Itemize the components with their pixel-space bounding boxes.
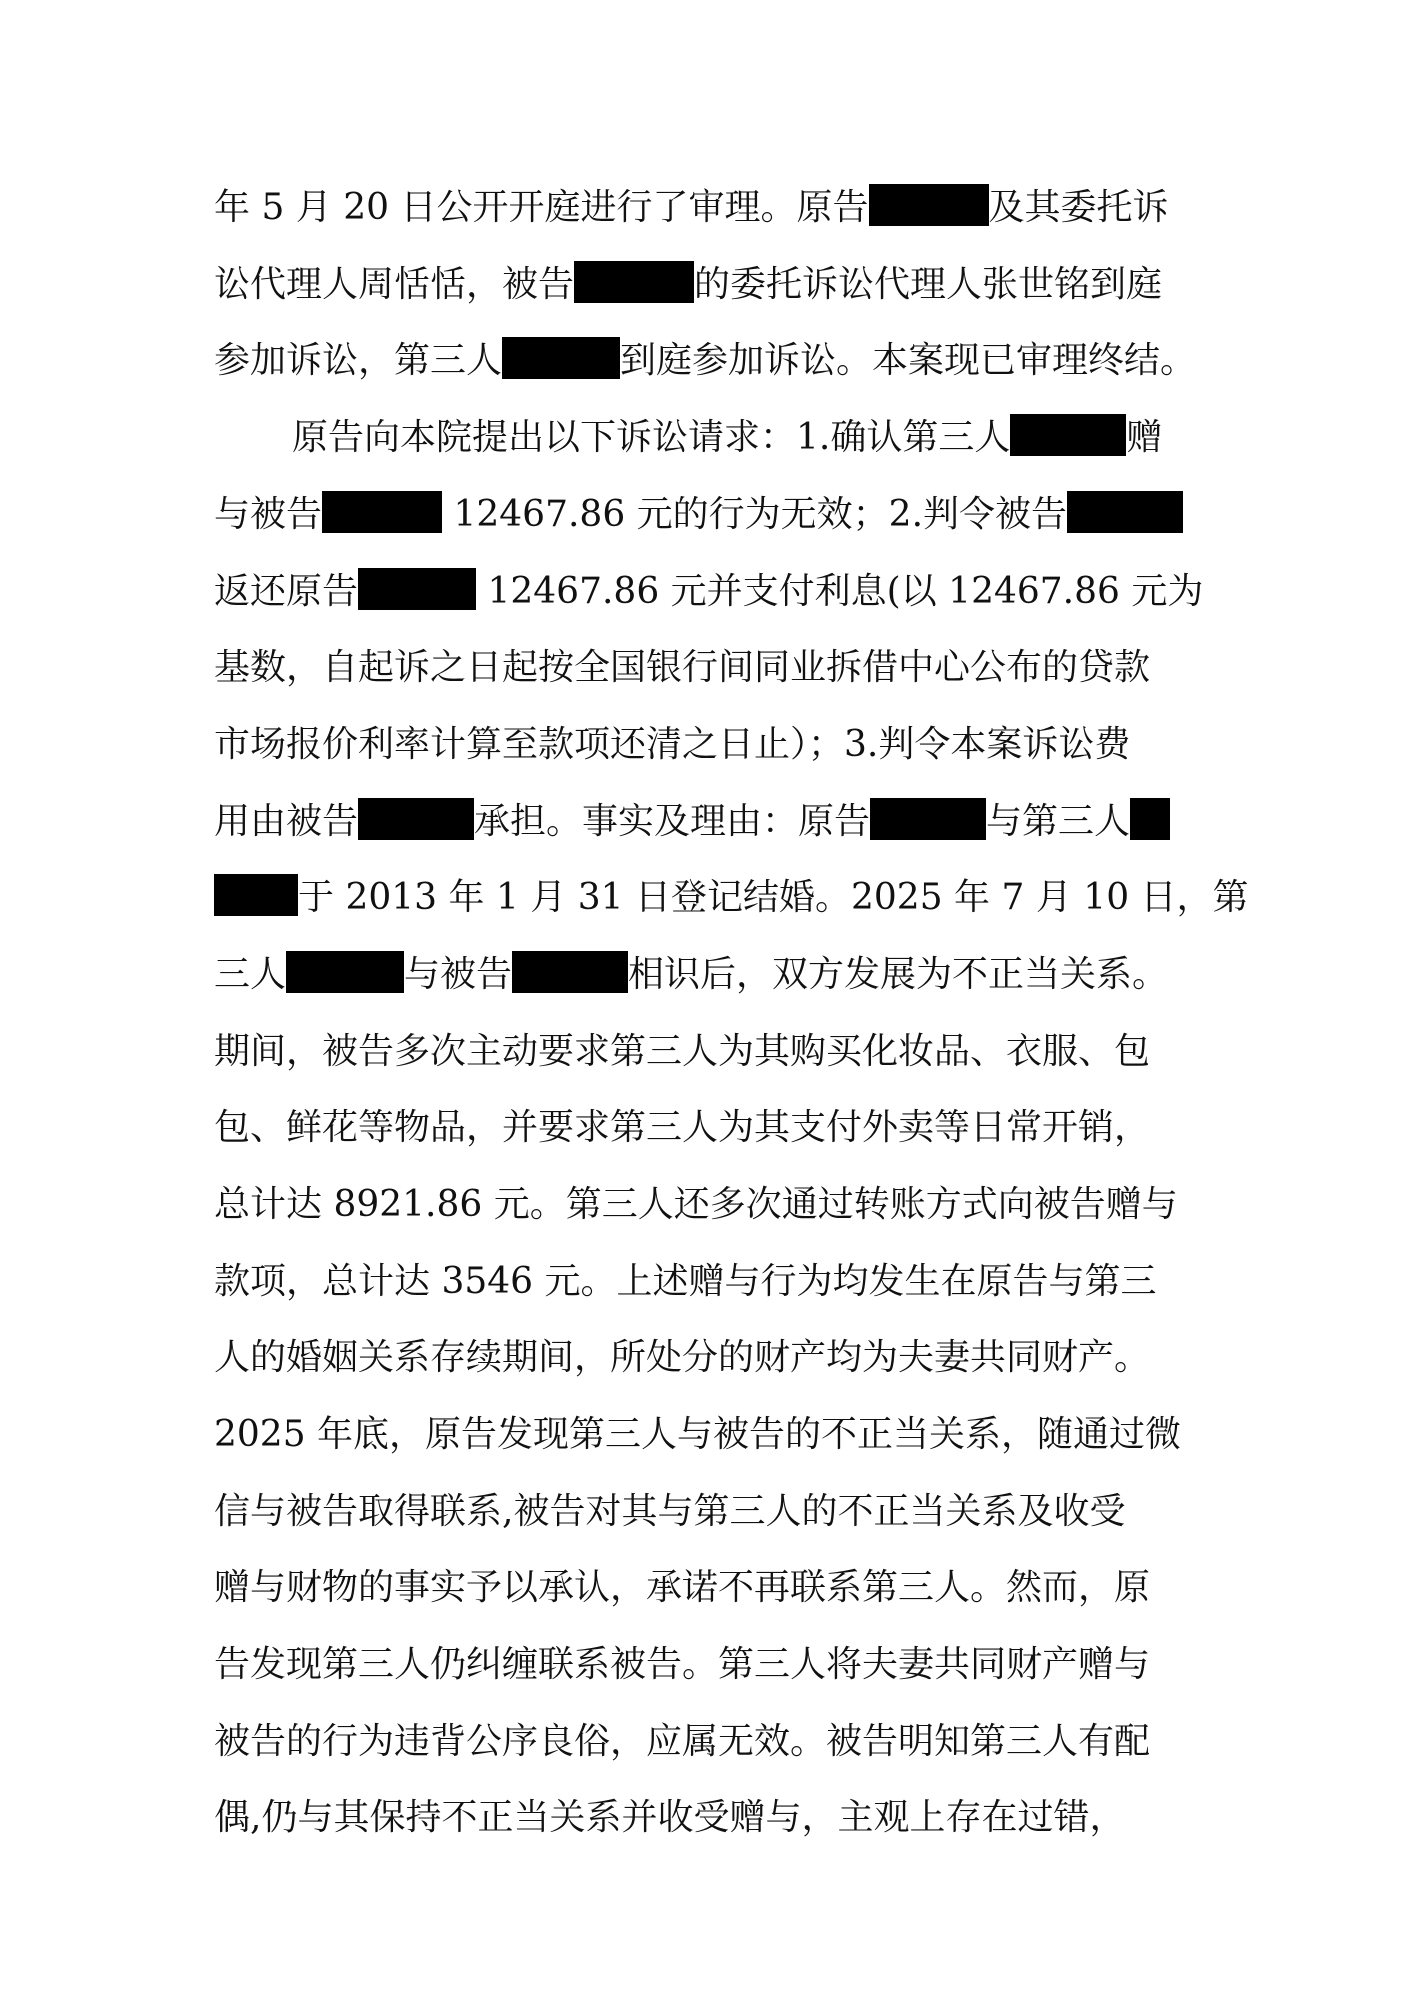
text-line-5 <box>214 485 1199 545</box>
text-line-4 <box>292 408 1199 468</box>
redaction-block <box>574 261 694 303</box>
text-segment: 参加诉讼，第三人 <box>214 340 503 381</box>
text-segment: 承担。事实及理由：原告 <box>474 801 871 842</box>
redaction-block <box>870 798 986 840</box>
text-segment: 12467.86 元的行为无效；2.判令被告 <box>442 494 1068 535</box>
redaction-block <box>1130 798 1170 840</box>
text-segment: 三人 <box>214 954 287 995</box>
text-segment: 基数，自起诉之日起按全国银行间同业拆借中心公布的贷款 <box>214 647 1151 688</box>
text-segment: 信与被告取得联系,被告对其与第三人的不正当关系及收受 <box>214 1491 1126 1532</box>
redaction-block <box>1010 414 1126 456</box>
text-segment: 包、鲜花等物品，并要求第三人为其支付外卖等日常开销， <box>214 1107 1151 1148</box>
text-line-18 <box>214 1482 1199 1542</box>
redaction-block <box>869 184 989 226</box>
text-line-15 <box>214 1252 1199 1312</box>
redaction-block <box>502 337 620 379</box>
text-segment: 被告的行为违背公序良俗，应属无效。被告明知第三人有配 <box>214 1721 1151 1762</box>
text-segment: 讼代理人周恬恬，被告 <box>214 264 575 305</box>
text-line-14 <box>214 1175 1199 1235</box>
text-line-1 <box>214 178 1199 238</box>
text-segment: 的委托诉讼代理人张世铭到庭 <box>694 264 1163 305</box>
text-segment: 12467.86 元并支付利息(以 12467.86 元为 <box>476 571 1204 612</box>
text-segment: 告发现第三人仍纠缠联系被告。第三人将夫妻共同财产赠与 <box>214 1644 1151 1685</box>
text-line-16 <box>214 1328 1199 1388</box>
text-line-17 <box>214 1405 1199 1465</box>
text-line-10 <box>214 868 1249 928</box>
text-segment: 原告向本院提出以下诉讼请求：1.确认第三人 <box>292 417 1011 458</box>
text-segment: 款项，总计达 3546 元。上述赠与行为均发生在原告与第三 <box>214 1261 1157 1302</box>
text-segment: 总计达 8921.86 元。第三人还多次通过转账方式向被告赠与 <box>214 1184 1178 1225</box>
text-line-13 <box>214 1098 1199 1158</box>
text-line-21 <box>214 1712 1199 1772</box>
redaction-block <box>512 951 628 993</box>
text-segment: 赠与财物的事实予以承认，承诺不再联系第三人。然而，原 <box>214 1567 1151 1608</box>
redaction-block <box>1067 491 1183 533</box>
text-line-9 <box>214 792 1199 852</box>
text-line-8 <box>214 715 1199 775</box>
text-segment: 与被告 <box>214 494 323 535</box>
text-segment: 相识后，双方发展为不正当关系。 <box>628 954 1169 995</box>
text-line-6 <box>214 562 1204 622</box>
text-segment: 偶,仍与其保持不正当关系并收受赠与，主观上存在过错， <box>214 1797 1126 1838</box>
text-segment: 到庭参加诉讼。本案现已审理终结。 <box>620 340 1197 381</box>
text-segment: 年 5 月 20 日公开开庭进行了审理。原告 <box>214 187 869 228</box>
text-segment: 与被告 <box>404 954 513 995</box>
text-line-3 <box>214 331 1199 391</box>
text-segment: 人的婚姻关系存续期间，所处分的财产均为夫妻共同财产。 <box>214 1337 1151 1378</box>
text-line-7 <box>214 638 1199 698</box>
text-segment: 市场报价利率计算至款项还清之日止）；3.判令本案诉讼费 <box>214 724 1131 765</box>
text-line-12 <box>214 1022 1199 1082</box>
text-segment: 期间，被告多次主动要求第三人为其购买化妆品、衣服、包 <box>214 1031 1151 1072</box>
redaction-block <box>358 798 474 840</box>
text-segment: 赠 <box>1126 417 1163 458</box>
text-segment: 用由被告 <box>214 801 359 842</box>
text-line-22 <box>214 1788 1199 1848</box>
text-segment: 与第三人 <box>986 801 1131 842</box>
redaction-block <box>322 491 442 533</box>
text-line-20 <box>214 1635 1199 1695</box>
text-line-2 <box>214 255 1199 315</box>
redaction-block <box>214 874 298 916</box>
text-segment: 2025 年底，原告发现第三人与被告的不正当关系，随通过微 <box>214 1414 1182 1455</box>
text-line-19 <box>214 1558 1199 1618</box>
text-segment: 于 2013 年 1 月 31 日登记结婚。2025 年 7 月 10 日，第 <box>298 877 1249 918</box>
text-segment: 及其委托诉 <box>988 187 1169 228</box>
redaction-block <box>358 568 476 610</box>
text-segment: 返还原告 <box>214 571 359 612</box>
redaction-block <box>286 951 404 993</box>
text-line-11 <box>214 945 1199 1005</box>
